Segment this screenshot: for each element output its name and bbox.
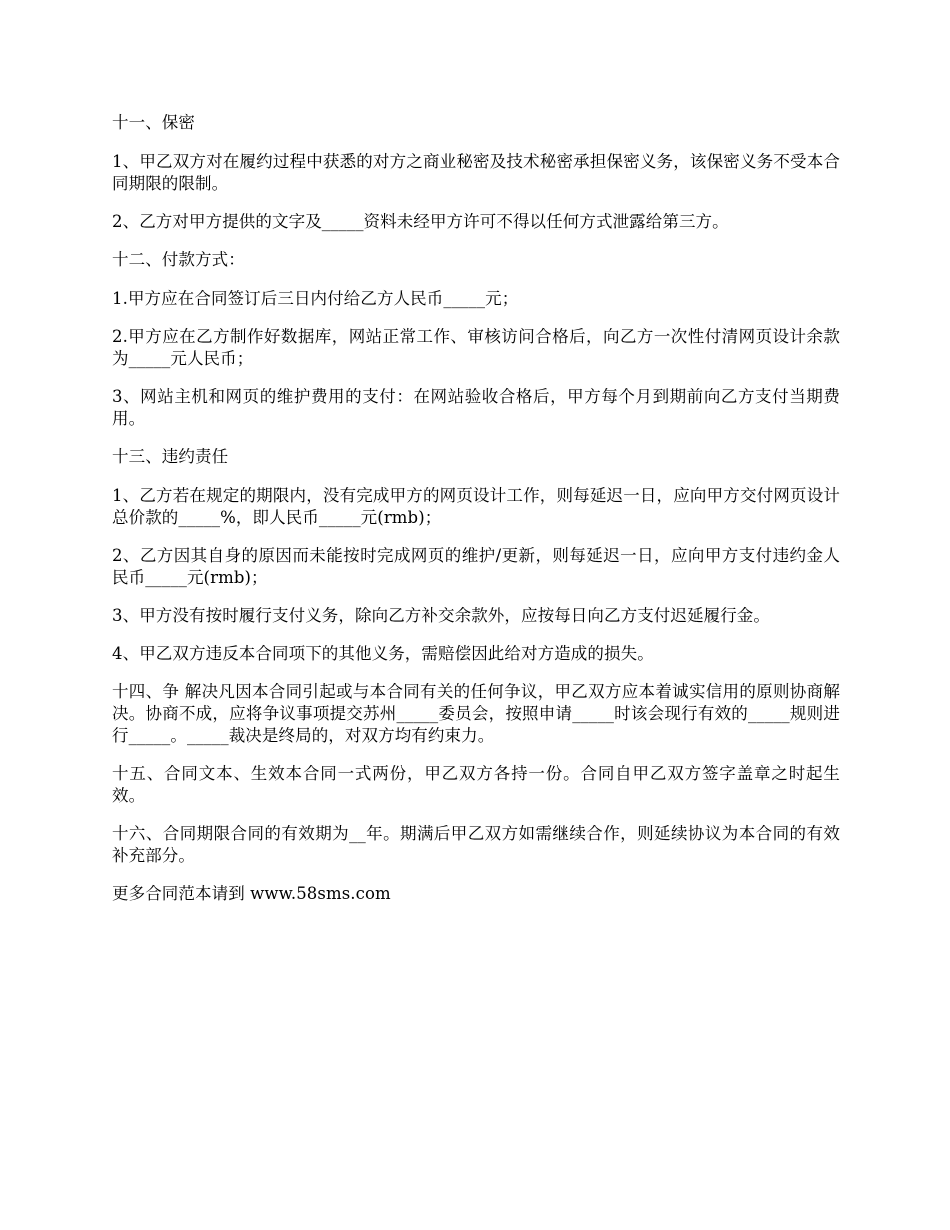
section-dispute-resolution: 十四、争 解决凡因本合同引起或与本合同有关的任何争议，甲乙双方应本着诚实信用的原则协商解决。协商不成，应将争议事项提交苏州_____委员会，按照申请_____时该会现行有效的_____规则进行_____。_____裁决是终局的，对双方均有约束力。 [112, 682, 840, 745]
clause-payment-2: 2.甲方应在乙方制作好数据库，网站正常工作、审核访问合格后，向乙方一次性付清网页设计余款为_____元人民币； [112, 327, 840, 368]
section-contract-term: 十六、合同期限合同的有效期为__年。期满后甲乙双方如需继续合作，则延续协议为本合同的有效补充部分。 [112, 824, 840, 865]
clause-breach-1: 1、乙方若在规定的期限内，没有完成甲方的网页设计工作，则每延迟一日，应向甲方交付网页设计总价款的_____%，即人民币_____元(rmb)； [112, 486, 840, 527]
footer-more-templates: 更多合同范本请到 www.58sms.com [112, 884, 391, 903]
section-heading-breach: 十三、违约责任 [112, 447, 229, 466]
clause-breach-3: 3、甲方没有按时履行支付义务，除向乙方补交余款外，应按每日向乙方支付迟延履行金。 [112, 606, 770, 625]
clause-payment-3: 3、网站主机和网页的维护费用的支付：在网站验收合格后，甲方每个月到期前向乙方支付当期费用。 [112, 387, 840, 428]
section-contract-text-effect: 十五、合同文本、生效本合同一式两份，甲乙双方各持一份。合同自甲乙双方签字盖章之时起生效。 [112, 764, 840, 805]
clause-breach-2: 2、乙方因其自身的原因而未能按时完成网页的维护/更新，则每延迟一日，应向甲方支付违约金人民币_____元(rmb)； [112, 546, 840, 587]
clause-confidentiality-1: 1、甲乙双方对在履约过程中获悉的对方之商业秘密及技术秘密承担保密义务，该保密义务不受本合同期限的限制。 [112, 152, 840, 193]
section-heading-confidentiality: 十一、保密 [112, 113, 195, 132]
section-heading-payment: 十二、付款方式： [112, 250, 245, 269]
clause-breach-4: 4、甲乙双方违反本合同项下的其他义务，需赔偿因此给对方造成的损失。 [112, 644, 654, 663]
clause-payment-1: 1.甲方应在合同签订后三日内付给乙方人民币_____元； [112, 289, 519, 308]
clause-confidentiality-2: 2、乙方对甲方提供的文字及_____资料未经甲方许可不得以任何方式泄露给第三方。 [112, 212, 729, 231]
document-page [112, 112, 840, 921]
